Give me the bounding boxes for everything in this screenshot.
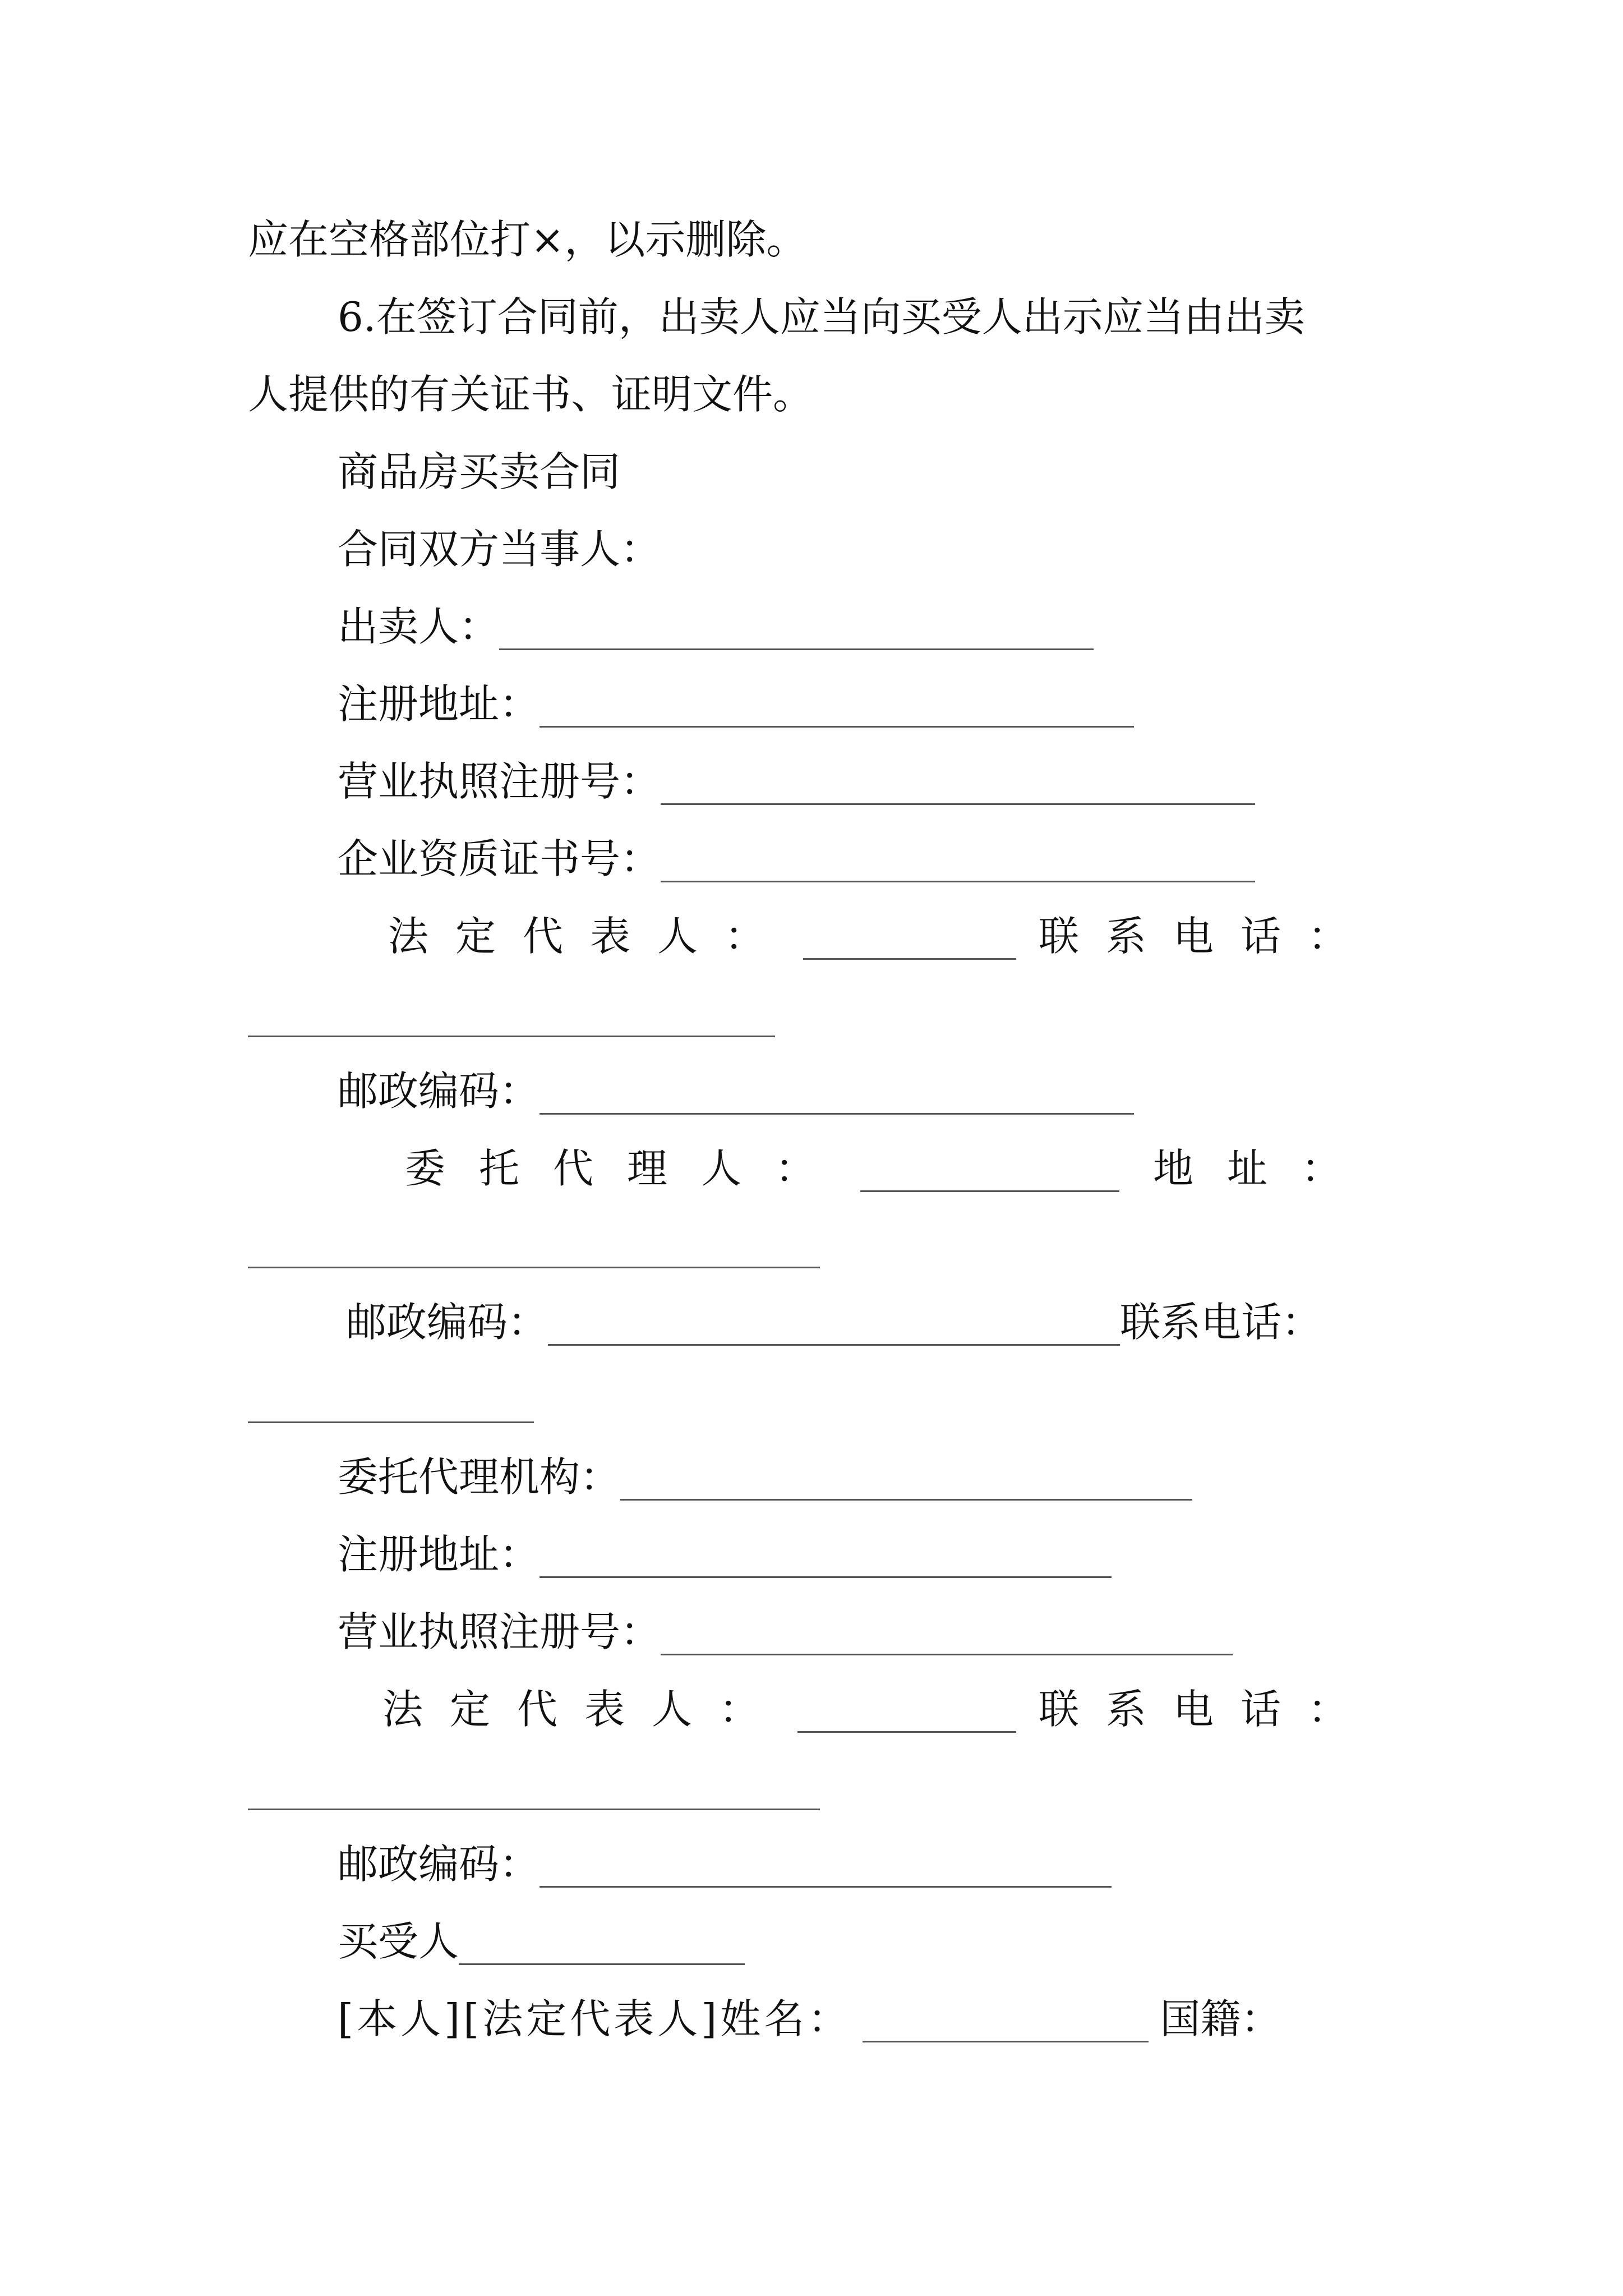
agent-postcode-label: 邮政编码： (346, 1299, 548, 1346)
seller-postcode-row (248, 1060, 1465, 1122)
item-6-line-2 (248, 364, 1375, 425)
seller-blank[interactable] (499, 616, 1094, 650)
item-6-line-1 (248, 286, 1465, 348)
seller-license-row (248, 751, 1465, 812)
agency-reg-address-blank[interactable] (540, 1544, 1112, 1578)
agent-postcode-blank[interactable] (548, 1312, 1120, 1346)
seller-label: 出卖人： (338, 603, 500, 650)
agency-license-row (248, 1601, 1465, 1663)
seller-license-label: 营业执照注册号： (338, 758, 661, 805)
agency-phone-blank[interactable] (248, 1807, 820, 1810)
agency-postcode-row (248, 1833, 1465, 1895)
agent-phone-label: 联系电话： (1120, 1299, 1322, 1346)
agent-address-label: 地址： (1152, 1145, 1375, 1192)
buyer-name-blank[interactable] (863, 2008, 1149, 2042)
seller-legal-rep-label: 法定代表人： (388, 913, 792, 960)
agency-reg-address-row (248, 1524, 1465, 1585)
buyer-label: 买受人 (338, 1918, 459, 1965)
intro-line-1 (248, 209, 1375, 270)
agency-legal-rep-label: 法定代表人： (382, 1686, 787, 1733)
agency-blank[interactable] (620, 1466, 1192, 1501)
agency-phone-label: 联系电话： (1038, 1686, 1375, 1733)
agency-postcode-blank[interactable] (540, 1853, 1112, 1888)
agent-label: 委托代理人： (405, 1145, 850, 1192)
seller-qualification-label: 企业资质证书号： (338, 835, 661, 882)
seller-legal-rep-blank[interactable] (803, 926, 1016, 960)
agency-legal-rep-blank[interactable] (797, 1699, 1016, 1733)
seller-phone-label: 联系电话： (1038, 913, 1375, 960)
seller-row (248, 596, 1465, 657)
contract-title-text: 商品房买卖合同 (338, 448, 621, 495)
buyer-blank[interactable] (459, 1931, 745, 1965)
parties-heading-text: 合同双方当事人： (338, 526, 661, 573)
agency-legal-rep-row (248, 1678, 1375, 1740)
agent-blank[interactable] (860, 1158, 1119, 1192)
agency-reg-address-label: 注册地址： (338, 1531, 540, 1578)
seller-reg-address-blank[interactable] (540, 693, 1134, 728)
agent-row (248, 1138, 1375, 1199)
buyer-row (248, 1911, 1465, 1972)
seller-postcode-label: 邮政编码： (338, 1068, 540, 1115)
intro-text-1: 应在空格部位打×，以示删除。 (248, 216, 807, 263)
contract-title (248, 441, 1465, 503)
item-6-text-1: 6.在签订合同前，出卖人应当向买受人出示应当由出卖 (338, 293, 1305, 341)
seller-reg-address-row (248, 673, 1465, 735)
seller-postcode-blank[interactable] (540, 1080, 1134, 1115)
agent-postcode-row (248, 1291, 1375, 1353)
agency-license-label: 营业执照注册号： (338, 1608, 661, 1655)
buyer-nationality-label: 国籍： (1160, 1995, 1281, 2042)
seller-legal-rep-row (248, 905, 1375, 967)
seller-license-blank[interactable] (661, 771, 1255, 805)
parties-heading (248, 518, 1465, 580)
seller-qualification-row (248, 828, 1465, 890)
buyer-name-label: [本人][法定代表人]姓名： (338, 1995, 852, 2042)
buyer-name-row (248, 1988, 1465, 2050)
agent-address-blank[interactable] (248, 1266, 820, 1268)
item-6-text-2: 人提供的有关证书、证明文件。 (248, 371, 814, 418)
agency-row (248, 1446, 1465, 1508)
agent-phone-blank[interactable] (248, 1420, 534, 1423)
seller-phone-blank[interactable] (248, 1034, 775, 1037)
agency-postcode-label: 邮政编码： (338, 1841, 540, 1888)
seller-qualification-blank[interactable] (661, 848, 1255, 882)
agency-license-blank[interactable] (661, 1621, 1233, 1655)
agency-label: 委托代理机构： (338, 1453, 621, 1501)
seller-reg-address-label: 注册地址： (338, 680, 540, 728)
